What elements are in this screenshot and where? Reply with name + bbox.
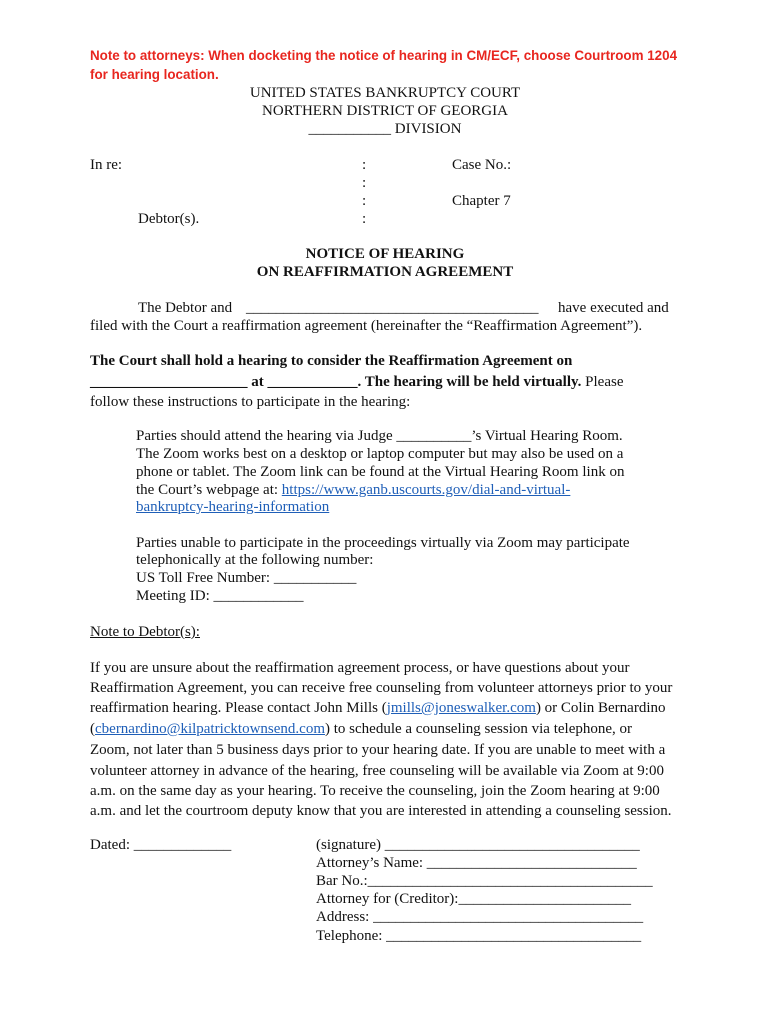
- debtor-note-text: ) or Colin Bernardino: [535, 700, 666, 716]
- bar-number-field: Bar No.:______________________________________: [316, 873, 653, 889]
- debtor-note-text: a.m. on the same day as your hearing. To receive the counseling, join the Zoom hearing at 9:00: [90, 783, 660, 799]
- court-division: ___________ DIVISION: [308, 121, 462, 137]
- caption-colon: :: [362, 175, 367, 191]
- debtor-note-text: Zoom, not later than 5 business days prior to your hearing date. If you are unable to meet with a: [90, 742, 666, 758]
- intro-text: have executed and: [558, 300, 669, 316]
- debtor-note-text: [90, 700, 666, 717]
- toll-free-number: US Toll Free Number: ___________: [136, 570, 357, 586]
- caption-colon: :: [362, 211, 367, 227]
- attorney-name-field: Attorney’s Name: ____________________________: [316, 855, 637, 871]
- debtor-note-text: Reaffirmation Agreement, you can receive free counseling from volunteer attorneys prior to your: [90, 680, 673, 696]
- virtual-hearing-link[interactable]: https://www.ganb.uscourts.gov/dial-and-virtual-: [281, 482, 571, 498]
- caption-colon: :: [362, 193, 367, 209]
- signature-field: (signature) __________________________________: [316, 837, 640, 853]
- zoom-webpage-label: the Court’s webpage at:: [136, 482, 282, 498]
- hearing-statement: The Court shall hold a hearing to consider the Reaffirmation Agreement on: [90, 353, 573, 369]
- debtor-note-text: [90, 721, 632, 738]
- in-re-label: In re:: [90, 157, 123, 173]
- intro-text: filed with the Court a reaffirmation agreement (hereinafter the “Reaffirmation Agreement”).: [90, 318, 643, 334]
- address-field: Address: ____________________________________: [316, 909, 644, 925]
- debtor-note-text: a.m. and let the courtroom deputy know that you are interested in attending a counseling session.: [90, 803, 672, 819]
- case-number-label: Case No.:: [452, 157, 512, 173]
- intro-text: The Debtor and: [138, 300, 233, 316]
- debtor-note-text: ) to schedule a counseling session via telephone, or: [325, 721, 633, 737]
- debtor-note-text: volunteer attorney in advance of the hearing, free counseling will be available via Zoom at 9:00: [90, 763, 664, 779]
- telephone-field: Telephone: __________________________________: [316, 928, 642, 944]
- meeting-id: Meeting ID: ____________: [136, 588, 304, 604]
- zoom-text: The Zoom works best on a desktop or laptop computer but may also be used on a: [136, 446, 624, 462]
- zoom-text: phone or tablet. The Zoom link can be found at the Virtual Hearing Room link on: [136, 464, 625, 480]
- attorney-note-line-2: for hearing location.: [90, 67, 219, 82]
- mills-email-link[interactable]: jmills@joneswalker.com: [386, 700, 536, 716]
- debtor-note-text: (: [90, 721, 95, 737]
- attorney-note-line-1: Note to attorneys: When docketing the notice of hearing in CM/ECF, choose Courtroom 1204: [90, 48, 678, 63]
- notice-subtitle: ON REAFFIRMATION AGREEMENT: [256, 264, 514, 280]
- phone-text: Parties unable to participate in the proceedings virtually via Zoom may participate: [136, 535, 630, 551]
- dated-field: Dated: _____________: [90, 837, 232, 853]
- caption-colon: :: [362, 157, 367, 173]
- creditor-blank: _______________________________________: [246, 300, 539, 316]
- hearing-date-line: [90, 374, 624, 391]
- notice-title: NOTICE OF HEARING: [305, 246, 465, 262]
- virtual-hearing-link[interactable]: bankruptcy-hearing-information: [136, 499, 330, 515]
- court-name: UNITED STATES BANKRUPTCY COURT: [249, 85, 521, 101]
- zoom-text: [136, 482, 570, 499]
- debtor-note-heading: Note to Debtor(s):: [90, 624, 200, 640]
- court-district: NORTHERN DISTRICT OF GEORGIA: [262, 103, 508, 119]
- zoom-text: Parties should attend the hearing via Judge __________’s Virtual Hearing Room.: [136, 428, 623, 444]
- bernardino-email-link[interactable]: cbernardino@kilpatricktownsend.com: [95, 721, 325, 737]
- debtors-label: Debtor(s).: [138, 211, 200, 227]
- chapter-label: Chapter 7: [452, 193, 511, 209]
- debtor-note-text: If you are unsure about the reaffirmation agreement process, or have questions about your: [90, 660, 630, 676]
- hearing-please: Please: [581, 374, 624, 390]
- attorney-for-field: Attorney for (Creditor):_______________________: [316, 891, 631, 907]
- hearing-instructions: follow these instructions to participate in the hearing:: [90, 394, 411, 410]
- debtor-note-text: reaffirmation hearing. Please contact John Mills (: [90, 700, 387, 716]
- phone-text: telephonically at the following number:: [136, 552, 374, 568]
- hearing-date-time: _____________________ at ____________. The hearing will be held virtually.: [90, 374, 582, 390]
